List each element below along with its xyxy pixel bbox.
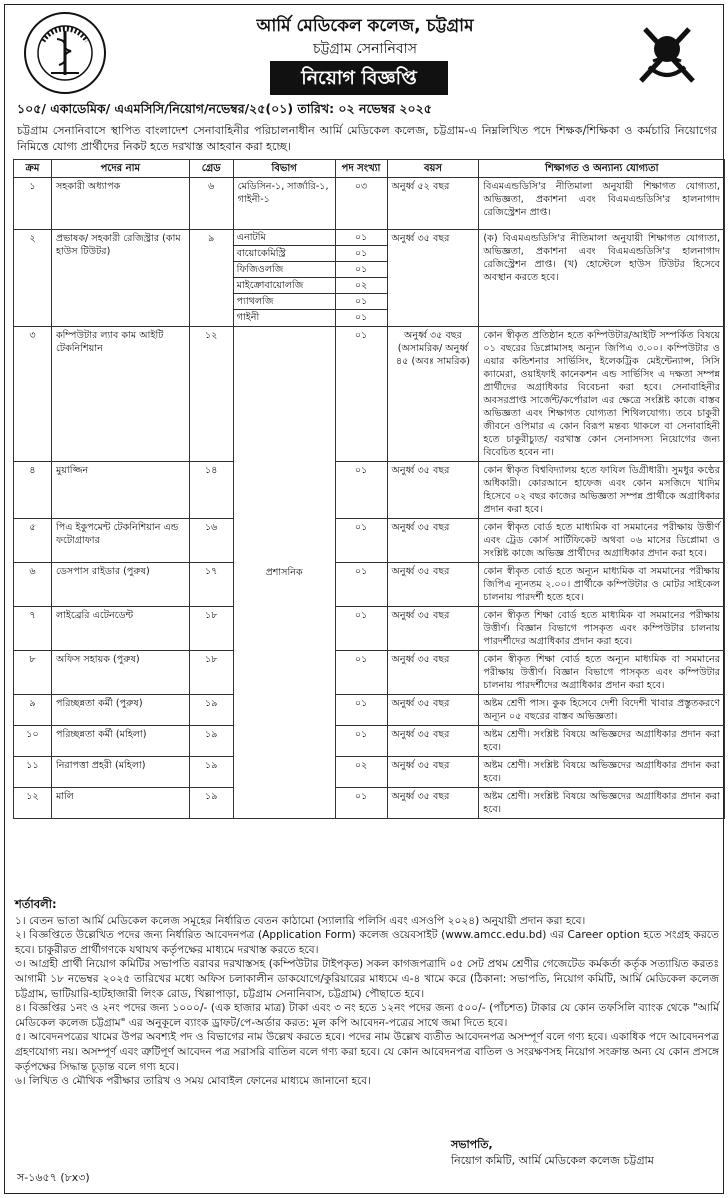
cell-post: কম্পিউটার ল্যাব কাম আইটি টেকনিশিয়ান xyxy=(51,327,189,462)
cell-serial: ৫ xyxy=(14,519,52,563)
recruitment-notice-banner: নিয়োগ বিজ্ঞপ্তি xyxy=(270,61,448,95)
signature-committee: নিয়োগ কমিটি, আর্মি মেডিকেল কলেজ চট্টগ্রাম xyxy=(451,1154,654,1167)
cell-serial: ১১ xyxy=(14,757,52,788)
cell-serial: ৩ xyxy=(14,327,52,462)
notice-frame xyxy=(4,4,724,1194)
cell-grade: ১৭ xyxy=(189,563,233,607)
cell-age: অনুর্ধ্ব ৩৫ বছর (অসামরিক/ অনুর্ধ্ব ৪৫ (অবঃ সামরিক) xyxy=(387,327,479,462)
cell-grade: ৬ xyxy=(189,178,233,230)
col-header-count: পদ সংখ্যা xyxy=(335,160,387,178)
cell-post: মুয়াজ্জিন xyxy=(51,462,189,519)
cell-count-list xyxy=(335,230,387,327)
cell-grade: ১৯ xyxy=(189,695,233,726)
sub-count: ০১ xyxy=(336,246,387,262)
sub-department: ফিজিওলজি xyxy=(234,262,335,278)
cell-qualification: কোন স্বীকৃত বিশ্ববিদ্যালয় হতে ফাযিল ডিগ্রীধারী। সুমধুর কণ্ঠের অধিকারী। কোরআনে হাফেজ এবং কোন মসজিদে খাদিম হিসেবে ০২ বছর কাজের অভিজ্ঞতা সম্পন্ন প্রার্থীকে অগ্রাধিকার প্রদান করা হবে। xyxy=(479,462,725,519)
location-subtitle: চট্টগ্রাম সেনানিবাস xyxy=(313,41,417,57)
col-header-post: পদের নাম xyxy=(51,160,189,178)
sub-department: গাইনী xyxy=(236,312,260,323)
vacancy-table xyxy=(13,159,725,819)
sub-count: ০১ xyxy=(336,230,387,246)
cell-post: মালি xyxy=(51,788,189,819)
col-header-qualification: শিক্ষাগত ও অন্যান্য যোগ্যতা xyxy=(479,160,725,178)
cell-age: অনুর্ধ্ব ৩৫ বছর xyxy=(387,519,479,563)
cell-count: ০১ xyxy=(335,462,387,519)
cell-qualification: কোন স্বীকৃত বোর্ড হতে অন্যূন মাধ্যমিক বা সমমানের পরীক্ষায় জিপিএ ন্যূনতম ২.০০। প্রার্থীকে কম্পিউটার ও মোটর সাইকেল চালনায় পারদর্শী হতে হবে। xyxy=(479,563,725,607)
sub-count: ০২ xyxy=(336,278,387,294)
cell-grade: ৯ xyxy=(189,230,233,327)
table-row xyxy=(14,651,725,695)
cell-count: ০১ xyxy=(335,726,387,757)
cell-grade: ১২ xyxy=(189,327,233,462)
cell-department: মেডিসিন-১, সার্জারি-১, গাইনী-১ xyxy=(233,178,335,230)
cell-serial: ৬ xyxy=(14,563,52,607)
cell-count: ০১ xyxy=(335,327,387,462)
cell-count: ০৩ xyxy=(335,178,387,230)
reference-code: স-১৬৫৭ (৮x৩) xyxy=(17,1171,90,1184)
sub-count: ০১ xyxy=(336,294,387,310)
cell-grade: ১৮ xyxy=(189,651,233,695)
cell-post: ডেসপাস রাইডার (পুরুষ) xyxy=(51,563,189,607)
cell-age: অনুর্ধ্ব ৩৫ বছর xyxy=(387,788,479,819)
condition-item: ৫। আবেদনপত্রের খামের উপর অবশ্যই পদ ও বিভাগের নাম উল্লেখ করতে হবে। পদের নাম উল্লেখ ব্যতীত আবেদনপত্র অসম্পূর্ণ বলে গণ্য হবে। একাধিক পদে আবেদনপত্র গ্রহণযোগ্য নয়। অসম্পূর্ণ এবং ত্রুটিপূর্ণ আবেদন পত্র সরাসরি বাতিল বলে গণ্য করা হবে। যে কোন আবেদনপত্র বাতিল ও সংরক্ষণসহ নিয়োগ সংক্রান্ত অন্য যে কোন প্রসঙ্গে কর্তৃপক্ষের সিদ্ধান্ত চূড়ান্ত বলে গণ্য হবে। xyxy=(15,1031,719,1073)
cell-qualification: অষ্টম শ্রেণী। সংশ্লিষ্ট বিষয়ে অভিজ্ঞদের অগ্রাধিকার প্রদান করা হবে। xyxy=(479,788,725,819)
col-header-grade: গ্রেড xyxy=(189,160,233,178)
col-header-serial: ক্রম xyxy=(14,160,52,178)
cell-serial: ৪ xyxy=(14,462,52,519)
college-title: আর্মি মেডিকেল কলেজ, চট্টগ্রাম xyxy=(256,16,474,36)
cell-serial: ২ xyxy=(14,230,52,327)
table-row xyxy=(14,563,725,607)
cell-post: পিএ ইকুপমেন্ট টেকনিশিয়ান এন্ড ফটোগ্রাফার xyxy=(51,519,189,563)
cell-count: ০১ xyxy=(335,607,387,651)
cell-qualification: কোন স্বীকৃত বোর্ড হতে মাধ্যমিক বা সমমানের পরীক্ষায় উত্তীর্ণ এবং ট্রেড কোর্স সার্টিফিকেট অথবা ০৬ মাসের ডিপ্লোমা ও সংশ্লিষ্ট কাজে অভিজ্ঞ প্রার্থীদের অগ্রাধিকার প্রদান করা হবে। xyxy=(479,519,725,563)
cell-serial: ১ xyxy=(14,178,52,230)
table-row xyxy=(14,757,725,788)
intro-paragraph: চট্টগ্রাম সেনানিবাসে স্থাপিত বাংলাদেশ সেনাবাহিনীর পরিচালনাধীন আর্মি মেডিকেল কলেজ, চট্টগ্রাম-এ নিম্নলিখিত পদে শিক্ষক/শিক্ষিকা ও কর্মচারি নিয়োগের নিমিত্তে যোগ্য প্রার্থীদের নিকট হতে দরখাস্ত আহবান করা হচ্ছে। xyxy=(17,124,717,153)
cell-grade: ১৯ xyxy=(189,757,233,788)
cell-serial: ১২ xyxy=(14,788,52,819)
cell-grade: ১৯ xyxy=(189,788,233,819)
cell-serial: ১০ xyxy=(14,726,52,757)
cell-post: অফিস সহায়ক (পুরুষ) xyxy=(51,651,189,695)
table-row xyxy=(14,327,725,462)
memo-reference: ১০৫/ একাডেমিক/ এএমসিসি/নিয়োগ/নভেম্বর/২৫(০১) তারিখ: ০২ নভেম্বর ২০২৫ xyxy=(17,101,432,116)
cell-serial: ৮ xyxy=(14,651,52,695)
table-row xyxy=(14,519,725,563)
cell-serial: ৯ xyxy=(14,695,52,726)
cell-qualification: অষ্টম শ্রেণী। সংশ্লিষ্ট বিষয়ে অভিজ্ঞদের অগ্রাধিকার প্রদান করা হবে। xyxy=(479,757,725,788)
cell-post: লাইব্রেরি এটেনডেন্ট xyxy=(51,607,189,651)
cell-qualification: কোন স্বীকৃত শিক্ষা বোর্ড হতে অন্যূন মাধ্যমিক বা সমমানের পরীক্ষায় উত্তীর্ণ। বিজ্ঞান বিভাগে পাসকৃত এবং কম্পিউটার চালনায় পারদর্শীদের অগ্রাধিকার প্রদান করা হবে। xyxy=(479,651,725,695)
condition-item: ৩। আগ্রহী প্রার্থী নিয়োগ কমিটির সভাপতি বরাবর দরখাস্তসহ (কম্পিউটার টাইপকৃত) সকল কাগজপত্রাদি ০৫ সেট প্রথম শ্রেণীর গেজেটেড কর্মকর্তা কর্তৃক সত্যায়িত করতঃ আগামী ১৮ নভেম্বর ২০২৫ তারিখের মধ্যে অফিস চলাকালীন ডাকযোগে/কুরিয়ারের মাধ্যমে এ-৪ খামে করে (ঠিকানা: সভাপতি, নিয়োগ কমিটি, আর্মি মেডিকেল কলেজ চট্টগ্রাম, ভাটিয়ারি-হাটহাজারী লিংক রোড, খিল্লাপাড়া, চট্টগ্রাম সেনানিবাস, চট্টগ্রাম) পৌছাতে হবে। xyxy=(15,958,719,1000)
condition-item: ১। বেতন ভাতা আর্মি মেডিকেল কলেজ সমূহের নির্ধারিত বেতন কাঠামো (স্যালারি পলিসি এবং এসওপি ২০২৪) অনুযায়ী প্রদান করা হবে। xyxy=(15,914,586,927)
cell-qualification: (ক) বিএমএন্ডডিসি'র নীতিমালা অনুযায়ী শিক্ষাগত যোগ্যতা, অভিজ্ঞতা, প্রকাশনা এবং বিএমএন্ডডিসি'র হালনাগাদ রেজিস্ট্রেশন প্রাপ্ত। (খ) হোস্টেলে হাউস টিউটর হিসেবে অবস্থান করতে হবে। xyxy=(479,230,725,327)
cell-qualification: অষ্টম শ্রেণী পাস। কুক হিসেবে দেশী বিদেশী খাবার প্রস্তুতকরণে অন্যূন ০৫ বছরের বাস্তব অভিজ্ঞতা। xyxy=(479,695,725,726)
table-row xyxy=(14,726,725,757)
cell-age: অনুর্ধ্ব ৩৫ বছর xyxy=(387,462,479,519)
condition-item: ৬। লিখিত ও মৌখিক পরীক্ষার তারিখ ও সময় মোবাইল ফোনের মাধ্যমে জানানো হবে। xyxy=(15,1075,371,1088)
table-row xyxy=(14,607,725,651)
sub-department: এনাটমি xyxy=(234,230,335,246)
table-row xyxy=(14,230,725,327)
cell-post: প্রভাষক/ সহকারী রেজিস্ট্রার (কাম হাউস টিউটর) xyxy=(51,230,189,327)
condition-item: ২। বিজ্ঞপ্তিতে উল্লেখিত পদের জন্য নির্ধারিত আবেদনপত্র (Application Form) কলেজ ওয়েবসাইট (www.amcc.edu.bd) এর Career option হতে সংগ্রহ করতে হবে। চাকুরীরত প্রার্থীগণকে যথাযথ কর্তৃপক্ষের মাধ্যমে দরখাস্ত করতে হবে। xyxy=(15,929,719,956)
cell-qualification: কোন স্বীকৃত প্রতিষ্ঠান হতে কম্পিউটার/আইটি সম্পর্কিত বিষয়ে ০১ বছরের ডিপ্লোমাসহ অন্যূন জিপিএ ৩.০০। কম্পিউটার ও এয়ার কন্ডিশনার সার্ভিসিং, ইলেকট্রিক মেইন্টেন্যান্স, সিসি ক্যামেরা, ওয়াইফাই কানেকশন এন্ড সার্ভিসিং এ দক্ষতা সম্পন্ন প্রার্থীদের অগ্রাধিকার বিবেচনা করা হবে। সেনাবাহিনীর অবসরপ্রাপ্ত সার্জেন্ট/কর্পোরাল এর ক্ষেত্রে সংশ্লিষ্ট কাজে বাস্তব অভিজ্ঞতা এবং শিক্ষাগত যোগ্যতা শিথিলযোগ্য। তবে চাকুরী জীবনে ওপিমার এ কোন বিরূপ মন্তব্য থাকলে বা সেনাবাহিনী হতে চাকুরীচ্যুত/ বরখাস্ত কোন সেনাসদস্য নিয়োগের জন্য বিবেচিত হবেন না। xyxy=(479,327,725,462)
header xyxy=(5,5,725,105)
cell-department-list xyxy=(233,230,335,327)
cell-post: পরিচ্ছন্নতা কর্মী (পুরুষ) xyxy=(51,695,189,726)
table-header-row xyxy=(14,160,725,178)
cell-age: অনুর্ধ্ব ৩৫ বছর xyxy=(387,695,479,726)
cell-qualification: বিএমএন্ডডিসি'র নীতিমালা অনুযায়ী শিক্ষাগত যোগ্যতা, অভিজ্ঞতা, প্রকাশনা এবং বিএমএন্ডডিসি'র হালনাগাদ রেজিস্ট্রেশন প্রাপ্ত। xyxy=(479,178,725,230)
condition-item: ৪। বিজ্ঞপ্তির ১নং ও ২নং পদের জন্য ১০০০/- (এক হাজার মাত্র) টাকা এবং ৩ নং হতে ১২নং পদের জন্য ৫০০/- (পাঁচশত) টাকার যে কোন তফসিলি ব্যাংক থেকে "আর্মি মেডিকেল কলেজ চট্টগ্রাম" এর অনুকূলে ব্যাংক ড্রাফট/পে-অর্ডার করত: মূল কপি আবেদন-পত্রের সাথে জমা দিতে হবে। xyxy=(15,1002,719,1029)
cell-qualification: কোন স্বীকৃত শিক্ষা বোর্ড হতে মাধ্যমিক বা সমমানের পরীক্ষায় উত্তীর্ণ। বিজ্ঞান বিভাগে পাসকৃত এবং কম্পিউটার চালনায় পারদর্শীদের অগ্রাধিকার প্রদান করা হবে। xyxy=(479,607,725,651)
cell-age: অনুর্ধ্ব ৩৫ বছর xyxy=(387,757,479,788)
col-header-department: বিভাগ xyxy=(233,160,335,178)
table-row xyxy=(14,462,725,519)
cell-age: অনুর্ধ্ব ৫২ বছর xyxy=(387,178,479,230)
cell-count: ০২ xyxy=(335,757,387,788)
col-header-age: বয়স xyxy=(387,160,479,178)
sub-department: প্যাথলজি xyxy=(234,294,335,310)
cell-age: অনুর্ধ্ব ৩৫ বছর xyxy=(387,651,479,695)
cell-count: ০১ xyxy=(335,695,387,726)
cell-serial: ৭ xyxy=(14,607,52,651)
table-row xyxy=(14,788,725,819)
cell-count: ০১ xyxy=(335,788,387,819)
cell-department-admin: প্রশাসনিক xyxy=(233,327,335,819)
sub-department: মাইক্রোবায়োলজি xyxy=(234,278,335,294)
cell-post: পরিচ্ছন্নতা কর্মী (মহিলা) xyxy=(51,726,189,757)
cell-qualification: অষ্টম শ্রেণী। সংশ্লিষ্ট বিষয়ে অভিজ্ঞদের অগ্রাধিকার প্রদান করা হবে। xyxy=(479,726,725,757)
cell-grade: ১৮ xyxy=(189,607,233,651)
cell-age: অনুর্ধ্ব ৩৫ বছর xyxy=(387,726,479,757)
cell-age: অনুর্ধ্ব ৩৫ বছর xyxy=(387,563,479,607)
cell-grade: ১৬ xyxy=(189,519,233,563)
table-row xyxy=(14,178,725,230)
conditions-section xyxy=(15,897,719,1089)
signature-block xyxy=(451,1137,654,1169)
cell-count: ০১ xyxy=(335,651,387,695)
cell-grade: ১৯ xyxy=(189,726,233,757)
crossed-swords-emblem-icon xyxy=(627,15,707,95)
sub-count: ০১ xyxy=(336,262,387,278)
cell-post: সহকারী অধ্যাপক xyxy=(51,178,189,230)
cell-age: অনুর্ধ্ব ৩৫ বছর xyxy=(387,230,479,327)
signature-title: সভাপতি, xyxy=(451,1138,493,1151)
cell-count: ০১ xyxy=(335,563,387,607)
sub-department: বায়োকেমিস্ট্রি xyxy=(234,246,335,262)
conditions-title: শর্তাবলী: xyxy=(15,897,57,911)
cell-age: অনুর্ধ্ব ৩৫ বছর xyxy=(387,607,479,651)
cell-post: নিরাপত্তা প্রহরী (মহিলা) xyxy=(51,757,189,788)
sub-count: ০১ xyxy=(354,312,368,323)
cell-count: ০১ xyxy=(335,519,387,563)
table-row xyxy=(14,695,725,726)
cell-grade: ১৪ xyxy=(189,462,233,519)
